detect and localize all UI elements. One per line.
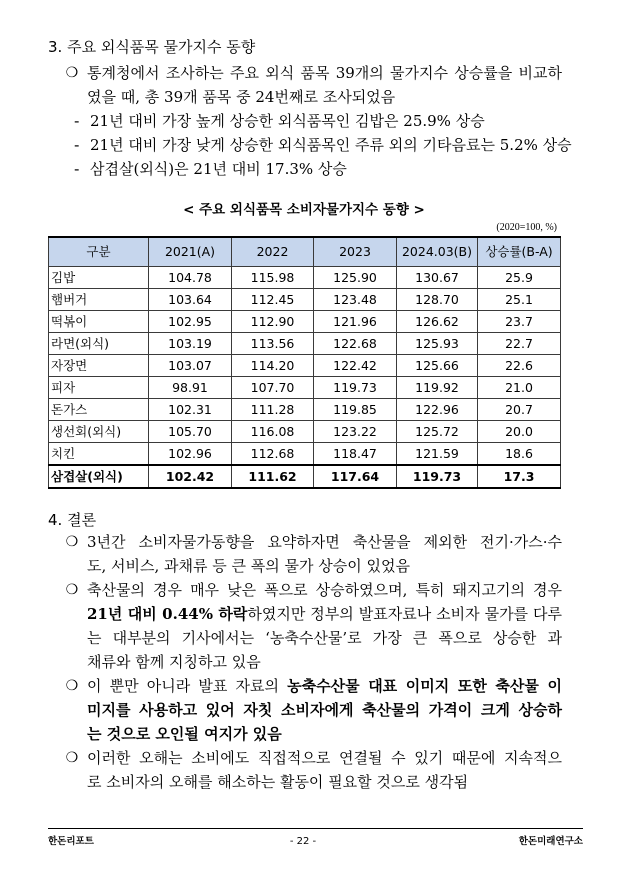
cell-2022: 115.98 — [232, 267, 314, 289]
cell-item: 피자 — [49, 377, 149, 399]
table-row — [49, 355, 561, 377]
header-cell-2021a: 2021(A) — [149, 237, 232, 267]
bullet-text-line — [87, 722, 562, 746]
cell-2024-03b: 130.67 — [397, 267, 478, 289]
text-segment-bold: 21년 대비 0.44% 하락 — [87, 605, 248, 623]
bullet-item — [62, 578, 562, 602]
bullet-item — [62, 746, 562, 770]
table-row — [49, 399, 561, 421]
cell-2023: 121.96 — [314, 311, 397, 333]
table-title: < 주요 외식품목 소비자물가지수 동향 > — [183, 202, 425, 218]
section-3-heading: 3. 주요 외식품목 물가지수 동향 — [48, 38, 256, 56]
text-segment: 이러한 오해는 소비에도 직접적으로 연결될 수 있기 때문에 지속적으 — [87, 749, 562, 767]
cell-item: 생선회(외식) — [49, 421, 149, 443]
section-4-heading: 4. 결론 — [48, 511, 97, 529]
bullet-item — [62, 61, 562, 85]
table-row — [49, 443, 561, 466]
cell-rise-rate: 18.6 — [478, 443, 561, 466]
table-header-row — [49, 237, 561, 267]
header-cell-2024-03b: 2024.03(B) — [397, 237, 478, 267]
cell-2021a: 103.64 — [149, 289, 232, 311]
cell-2024-03b: 126.62 — [397, 311, 478, 333]
cell-item: 떡볶이 — [49, 311, 149, 333]
bullet-continuation — [62, 650, 562, 674]
table-row — [49, 267, 561, 289]
cell-rise-rate: 22.7 — [478, 333, 561, 355]
footer-report-name: 한돈리포트 — [48, 836, 94, 847]
header-cell-rise-rate: 상승률(B-A) — [478, 237, 561, 267]
text-segment: 3년간 소비자물가동향을 요약하자면 축산물을 제외한 전기·가스·수 — [87, 533, 562, 551]
table-row — [49, 311, 561, 333]
table-row — [49, 421, 561, 443]
cell-item: 자장면 — [49, 355, 149, 377]
cell-2023: 119.85 — [314, 399, 397, 421]
cell-2021a: 105.70 — [149, 421, 232, 443]
text-segment: 도, 서비스, 과채류 등 큰 폭의 물가 상승이 있었음 — [87, 557, 410, 575]
cell-rise-rate: 25.9 — [478, 267, 561, 289]
cell-2022: 114.20 — [232, 355, 314, 377]
bullet-continuation — [62, 602, 562, 626]
bullet-text-line: 였을 때, 총 39개 품목 중 24번째로 조사되었음 — [87, 88, 396, 106]
hollow-circle-bullet-icon: ❍ — [65, 65, 79, 81]
table-row — [49, 377, 561, 399]
footer-divider — [48, 828, 583, 829]
bullet-continuation — [62, 698, 562, 722]
bullet-text-line — [87, 698, 562, 722]
dash-item-text: 21년 대비 가장 낮게 상승한 외식품목인 주류 외의 기타음료는 5.2% 상승 — [90, 136, 572, 154]
text-segment: 하였지만 정부의 발표자료나 소비자 물가를 다루 — [247, 605, 562, 623]
bullet-continuation — [62, 626, 562, 650]
cell-2021a: 102.31 — [149, 399, 232, 421]
table-row — [49, 289, 561, 311]
dash-item — [62, 109, 562, 133]
section-3-body — [62, 61, 572, 181]
cell-2022: 112.90 — [232, 311, 314, 333]
bullet-item — [62, 530, 562, 554]
dash-bullet: - — [74, 112, 80, 130]
cell-item: 김밥 — [49, 267, 149, 289]
cell-2021a: 104.78 — [149, 267, 232, 289]
cell-rise-rate: 20.0 — [478, 421, 561, 443]
bullet-text-line — [87, 674, 562, 698]
cell-item: 치킨 — [49, 443, 149, 466]
bullet-text-line — [87, 746, 562, 770]
bullet-text-line — [87, 626, 562, 650]
cell-rise-rate: 17.3 — [478, 465, 561, 488]
conclusion-list — [62, 530, 562, 794]
header-cell-category: 구분 — [49, 237, 149, 267]
cell-2021a: 102.96 — [149, 443, 232, 466]
text-segment-bold: 농축수산물 대표 이미지 또한 축산물 이 — [287, 677, 562, 695]
cell-2023: 123.22 — [314, 421, 397, 443]
price-index-table — [48, 236, 561, 489]
cell-2023: 122.42 — [314, 355, 397, 377]
header-cell-2022: 2022 — [232, 237, 314, 267]
bullet-text-line — [87, 554, 562, 578]
hollow-circle-bullet-icon: ❍ — [65, 534, 79, 550]
cell-2022: 111.62 — [232, 465, 314, 488]
footer-institute-name: 한돈미래연구소 — [518, 836, 583, 847]
cell-2023: 119.73 — [314, 377, 397, 399]
cell-2024-03b: 125.72 — [397, 421, 478, 443]
bullet-text-line — [87, 602, 562, 626]
bullet-text-line: 통계청에서 조사하는 주요 외식 품목 39개의 물가지수 상승률을 비교하 — [87, 64, 562, 82]
cell-2021a: 98.91 — [149, 377, 232, 399]
cell-2023: 123.48 — [314, 289, 397, 311]
text-segment: 로 소비자의 오해를 해소하는 활동이 필요할 것으로 생각됨 — [87, 773, 469, 791]
cell-2022: 112.68 — [232, 443, 314, 466]
bullet-continuation — [62, 85, 562, 109]
cell-rise-rate: 21.0 — [478, 377, 561, 399]
cell-2024-03b: 119.73 — [397, 465, 478, 488]
cell-rise-rate: 25.1 — [478, 289, 561, 311]
bullet-continuation — [62, 770, 562, 794]
dash-item-text: 삼겹살(외식)은 21년 대비 17.3% 상승 — [90, 160, 347, 178]
bullet-text-line — [87, 578, 562, 602]
text-segment: 축산물의 경우 매우 낮은 폭으로 상승하였으며, 특히 돼지고기의 경우 — [87, 581, 562, 599]
hollow-circle-bullet-icon: ❍ — [65, 678, 79, 694]
table-row — [49, 333, 561, 355]
cell-2021a: 103.19 — [149, 333, 232, 355]
cell-2022: 116.08 — [232, 421, 314, 443]
hollow-circle-bullet-icon: ❍ — [65, 750, 79, 766]
text-segment: 이 뿐만 아니라 발표 자료의 — [87, 677, 288, 695]
cell-rise-rate: 20.7 — [478, 399, 561, 421]
text-segment-bold: 는 것으로 오인될 여지가 있음 — [87, 725, 282, 743]
cell-2024-03b: 125.66 — [397, 355, 478, 377]
cell-item: 라면(외식) — [49, 333, 149, 355]
cell-2023: 125.90 — [314, 267, 397, 289]
cell-2022: 113.56 — [232, 333, 314, 355]
bullet-text-line — [87, 650, 562, 674]
cell-2023: 118.47 — [314, 443, 397, 466]
text-segment-bold: 미지를 사용하고 있어 자칫 소비자에게 축산물의 가격이 크게 상승하 — [87, 701, 562, 719]
bullet-continuation — [62, 722, 562, 746]
dash-bullet: - — [74, 160, 80, 178]
dash-item — [62, 157, 562, 181]
bullet-text-line — [87, 770, 562, 794]
cell-2022: 107.70 — [232, 377, 314, 399]
dash-item-text: 21년 대비 가장 높게 상승한 외식품목인 김밥은 25.9% 상승 — [90, 112, 485, 130]
bullet-item — [62, 674, 562, 698]
table-unit: (2020=100, %) — [496, 222, 557, 233]
table-row-highlight — [49, 465, 561, 488]
cell-2024-03b: 125.93 — [397, 333, 478, 355]
cell-2023: 122.68 — [314, 333, 397, 355]
cell-item: 햄버거 — [49, 289, 149, 311]
cell-2023: 117.64 — [314, 465, 397, 488]
cell-2021a: 102.42 — [149, 465, 232, 488]
cell-rise-rate: 22.6 — [478, 355, 561, 377]
bullet-continuation — [62, 554, 562, 578]
dash-bullet: - — [74, 136, 80, 154]
cell-2024-03b: 128.70 — [397, 289, 478, 311]
cell-rise-rate: 23.7 — [478, 311, 561, 333]
cell-2022: 112.45 — [232, 289, 314, 311]
cell-2024-03b: 121.59 — [397, 443, 478, 466]
bullet-text-line — [87, 530, 562, 554]
cell-2021a: 102.95 — [149, 311, 232, 333]
hollow-circle-bullet-icon: ❍ — [65, 582, 79, 598]
cell-item: 돈가스 — [49, 399, 149, 421]
dash-item — [62, 133, 572, 157]
text-segment: 채류와 함께 지칭하고 있음 — [87, 653, 261, 671]
page-number: - 22 - — [289, 836, 317, 847]
cell-2024-03b: 122.96 — [397, 399, 478, 421]
cell-item: 삼겹살(외식) — [49, 465, 149, 488]
header-cell-2023: 2023 — [314, 237, 397, 267]
cell-2024-03b: 119.92 — [397, 377, 478, 399]
cell-2022: 111.28 — [232, 399, 314, 421]
cell-2021a: 103.07 — [149, 355, 232, 377]
text-segment: 는 대부분의 기사에서는 ‘농축수산물’로 가장 큰 폭으로 상승한 과 — [87, 629, 562, 647]
